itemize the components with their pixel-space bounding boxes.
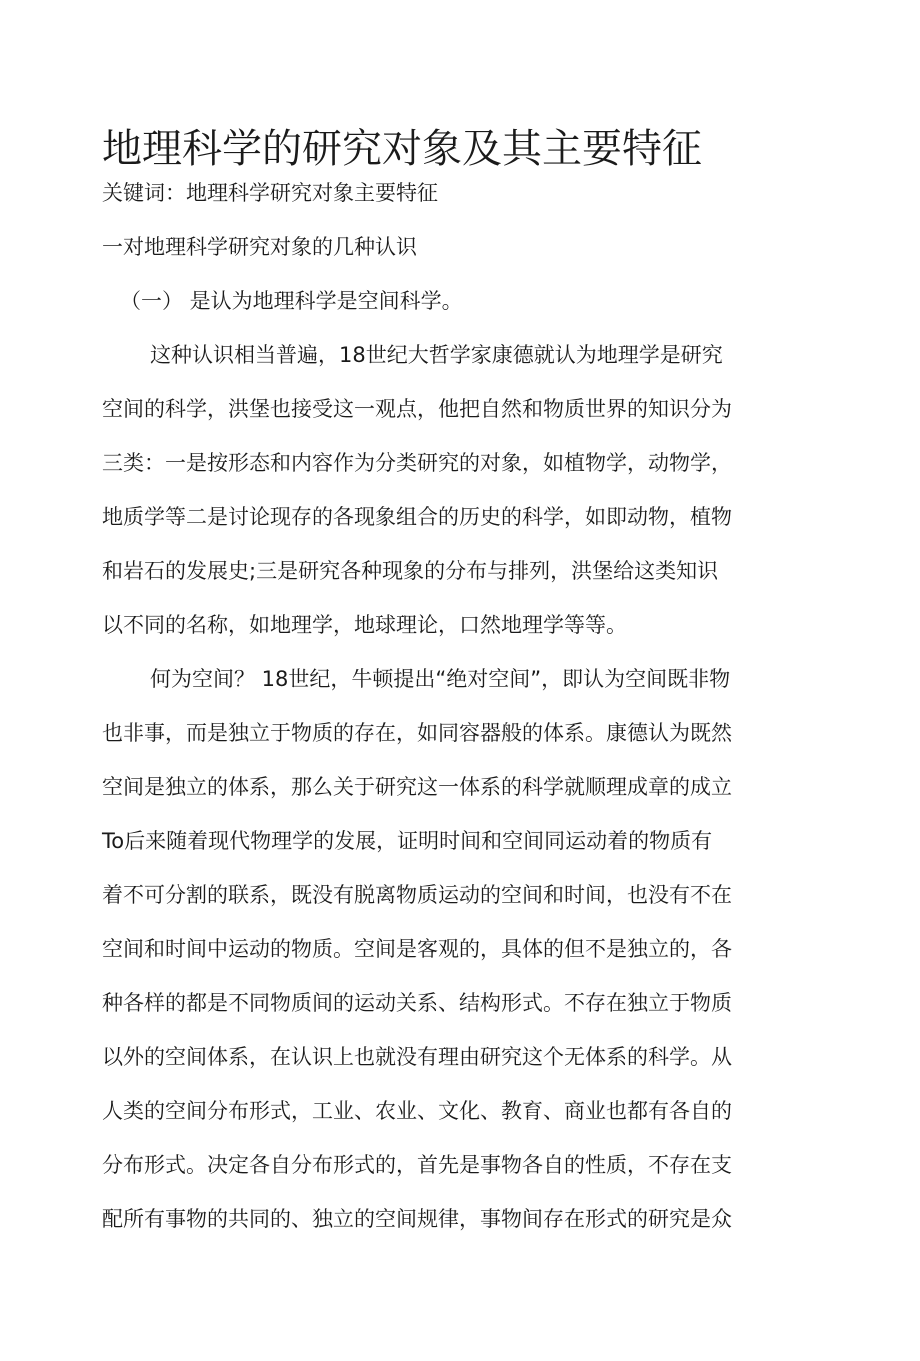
paragraph-line: 空间是独立的体系，那么关于研究这一体系的科学就顺理成章的成立 <box>102 775 732 799</box>
paragraph-line: 空间和时间中运动的物质。空间是客观的，具体的但不是独立的，各 <box>102 937 732 961</box>
paragraph-line: 这种认识相当普遍，18世纪大哲学家康德就认为地理学是研究 <box>150 343 723 367</box>
paragraph-line: 以不同的名称，如地理学，地球理论，口然地理学等等。 <box>102 613 627 637</box>
paragraph-line: 三类：一是按形态和内容作为分类研究的对象，如植物学，动物学， <box>102 451 732 475</box>
subsection-heading: （一） 是认为地理科学是空间科学。 <box>120 289 463 313</box>
keywords-line: 关键词：地理科学研究对象主要特征 <box>102 181 438 205</box>
paragraph-line: 和岩石的发展史;三是研究各种现象的分布与排列，洪堡给这类知识 <box>102 559 719 583</box>
paragraph-line: 也非事，而是独立于物质的存在，如同容器般的体系。康德认为既然 <box>102 721 732 745</box>
paragraph-line: 种各样的都是不同物质间的运动关系、结构形式。不存在独立于物质 <box>102 991 732 1015</box>
paragraph-line: 以外的空间体系，在认识上也就没有理由研究这个无体系的科学。从 <box>102 1045 732 1069</box>
paragraph-line: 人类的空间分布形式，工业、农业、文化、教育、商业也都有各自的 <box>102 1099 732 1123</box>
paragraph-line: 着不可分割的联系，既没有脱离物质运动的空间和时间，也没有不在 <box>102 883 732 907</box>
paragraph-line: 地质学等二是讨论现存的各现象组合的历史的科学，如即动物，植物 <box>102 505 732 529</box>
section-heading: 一对地理科学研究对象的几种认识 <box>102 235 417 259</box>
document-title: 地理科学的研究对象及其主要特征 <box>102 125 702 172</box>
paragraph-line: 配所有事物的共同的、独立的空间规律，事物间存在形式的研究是众 <box>102 1207 732 1231</box>
paragraph-line: 空间的科学，洪堡也接受这一观点，他把自然和物质世界的知识分为 <box>102 397 732 421</box>
paragraph-line: 分布形式。决定各自分布形式的，首先是事物各自的性质，不存在支 <box>102 1153 732 1177</box>
paragraph-line: To后来随着现代物理学的发展，证明时间和空间同运动着的物质有 <box>102 829 713 853</box>
paragraph-line: 何为空间？ 18世纪，牛顿提出“绝对空间”，即认为空间既非物 <box>150 667 731 691</box>
